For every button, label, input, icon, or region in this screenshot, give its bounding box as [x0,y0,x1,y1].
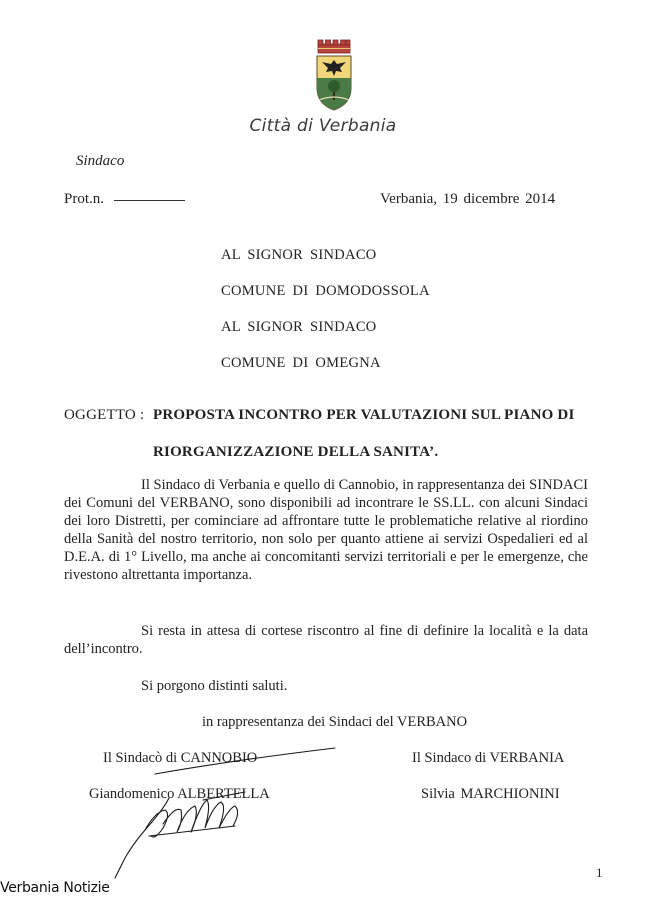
sender-role: Sindaco [76,153,125,169]
body-paragraph-2: Si resta in attesa di cortese riscontro al fine di definire la località e la data dell’incontro. [64,623,588,657]
subject-line-1: PROPOSTA INCONTRO PER VALUTAZIONI SUL PIANO DI [153,407,575,423]
recipient-line: AL SIGNOR SINDACO [221,247,377,263]
protocol-number [64,191,185,208]
recipient-line: COMUNE DI OMEGNA [221,355,381,371]
left-signatory-title: Il Sindacò di CANNOBIO [103,750,258,766]
letter-date: Verbania, 19 dicembre 2014 [380,191,556,207]
body-paragraph-1: Il Sindaco di Verbania e quello di Cannobio, in rappresentanza dei SINDACI dei Comuni del VERBANO, sono disponibili ad incontrare le SS.LL. con alcuni Sindaci dei loro Distretti, per cominciare ad affrontare tutte le problematiche relative al riordino della Sanità del nostro territorio, non solo per quanto attiene ai servizi Ospedalieri ed al D.E.A. di 1° Livello, ma anche ai concomitanti servizi territoriali e per le emergenze, che rivestono altrettanta importanza. [64,477,588,583]
recipient-line: AL SIGNOR SINDACO [221,319,377,335]
city-crest-emblem [313,38,355,112]
protocol-blank-line [114,200,185,201]
protocol-label: Prot.n. [64,191,105,207]
handwritten-signature [85,740,345,880]
left-signatory-name: Giandomenico ALBERTELLA [89,786,270,802]
subject-line-2: RIORGANIZZAZIONE DELLA SANITA’. [153,444,439,460]
recipient-line: COMUNE DI DOMODOSSOLA [221,283,430,299]
city-name: Città di Verbania [249,116,397,136]
right-signatory-name: Silvia MARCHIONINI [421,786,560,802]
closing-greeting: Si porgono distinti saluti. [141,678,288,694]
source-watermark: Verbania Notizie [0,880,110,896]
subject-label: OGGETTO : [64,407,145,423]
representation-line: in rappresentanza dei Sindaci del VERBANO [202,714,468,730]
page-number: 1 [596,865,603,880]
right-signatory-title: Il Sindaco di VERBANIA [412,750,565,766]
